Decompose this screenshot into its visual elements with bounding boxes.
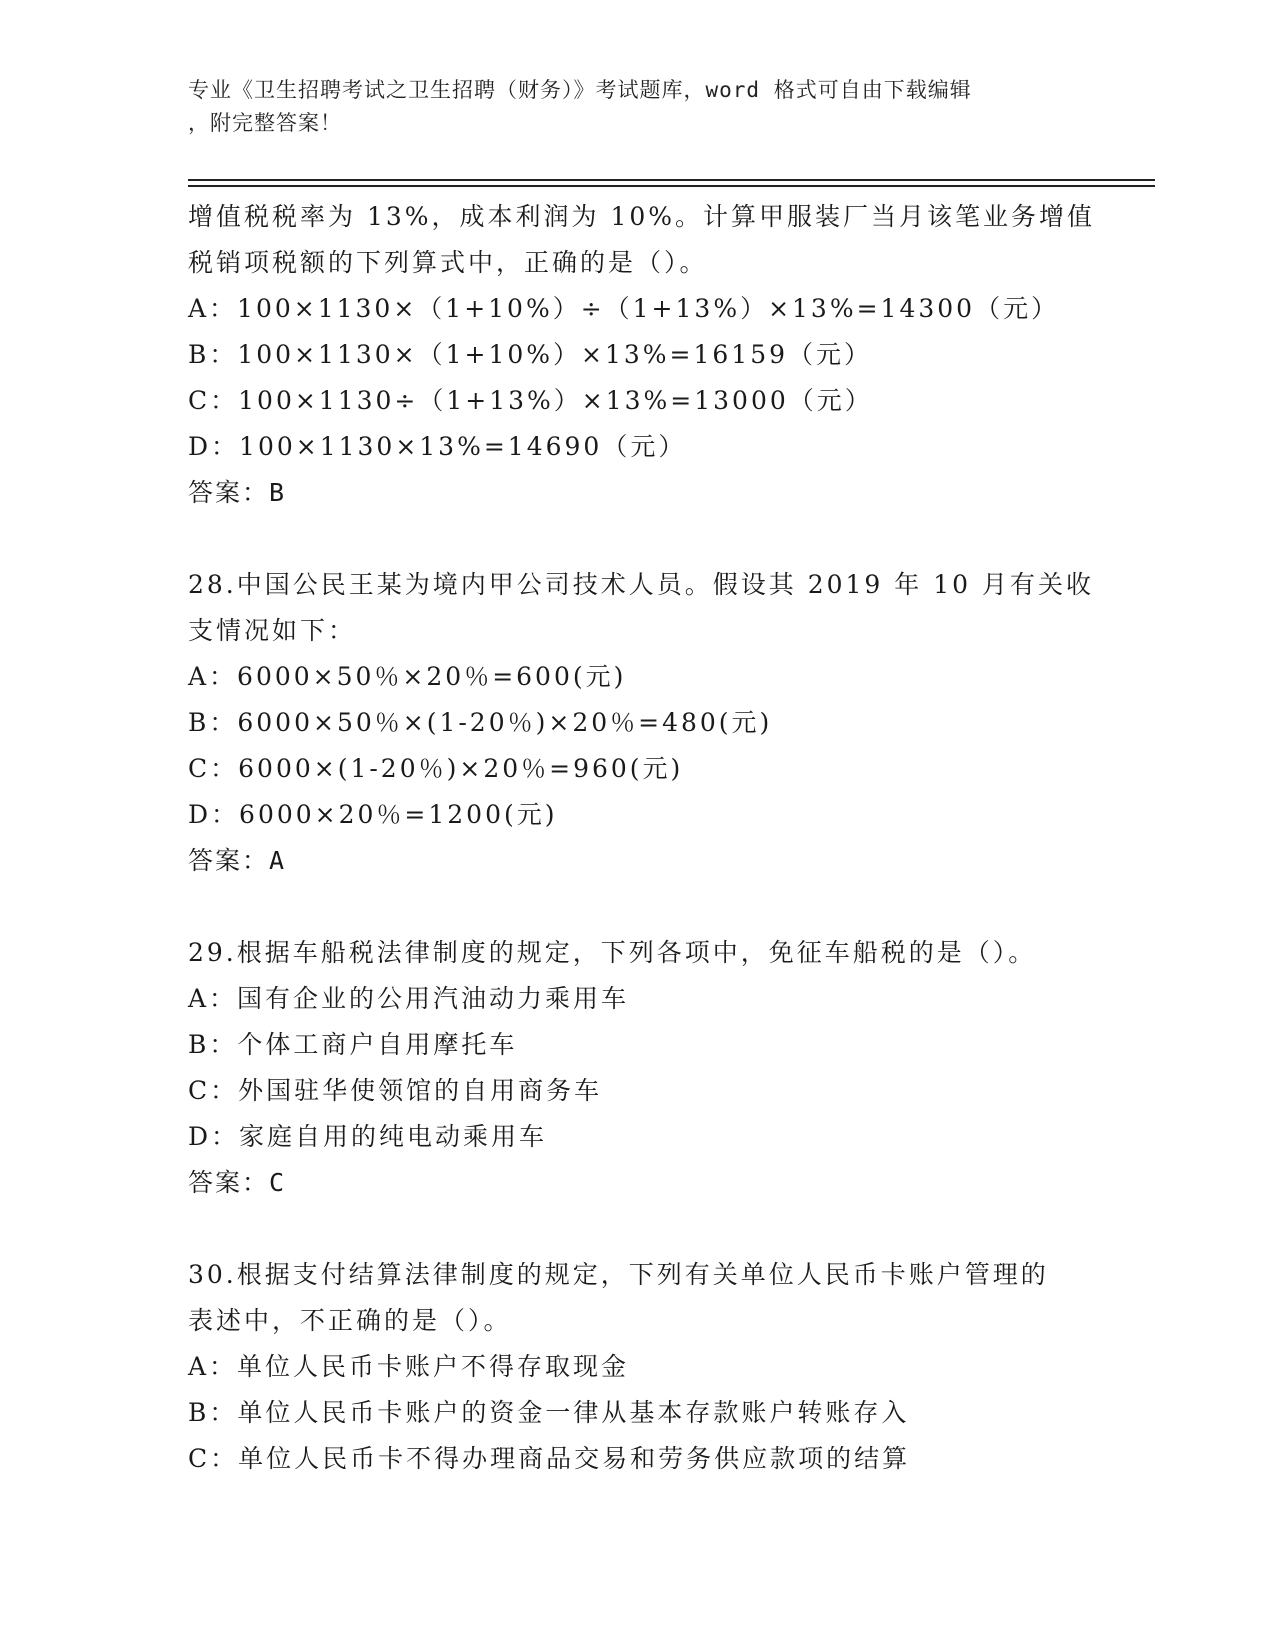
- question-stem: 表述中，不正确的是（）。: [188, 1306, 512, 1335]
- spacer: [188, 516, 1088, 562]
- question-stem: 税销项税额的下列算式中，正确的是（）。: [188, 248, 708, 277]
- option-a: A：国有企业的公用汽油动力乘用车: [188, 984, 630, 1013]
- question-stem: 30.根据支付结算法律制度的规定，下列有关单位人民币卡账户管理的: [188, 1260, 1049, 1289]
- question-stem: 增值税税率为 13%，成本利润为 10%。计算甲服装厂当月该笔业务增值: [188, 202, 1096, 231]
- option-c: C：单位人民币卡不得办理商品交易和劳务供应款项的结算: [188, 1444, 911, 1473]
- question-list: [188, 194, 1096, 1482]
- question-stem: 29.根据车船税法律制度的规定，下列各项中，免征车船税的是（）。: [188, 938, 1037, 967]
- header-title-line-1: 专业《卫生招聘考试之卫生招聘（财务）》考试题库，word 格式可自由下载编辑: [188, 78, 972, 102]
- header-divider-top: [188, 179, 1155, 181]
- question-stem: 支情况如下：: [188, 616, 357, 645]
- answer-label: 答案：C: [188, 1168, 287, 1197]
- header-divider-bottom: [188, 185, 1155, 187]
- option-c: C：6000×(1-20％)×20％=960(元): [188, 754, 684, 783]
- answer-label: 答案：B: [188, 478, 287, 507]
- option-c: C：外国驻华使领馆的自用商务车: [188, 1076, 603, 1105]
- question-28: [188, 562, 1094, 884]
- header-title-line-2: ，附完整答案！: [188, 111, 342, 135]
- spacer: [188, 884, 1088, 930]
- question-27: [188, 194, 1096, 516]
- option-b: B：6000×50％×(1-20％)×20％=480(元): [188, 708, 773, 737]
- question-30: [188, 1252, 1088, 1482]
- option-d: D：100×1130×13%=14690（元）: [188, 432, 687, 461]
- answer-label: 答案：A: [188, 846, 287, 875]
- option-d: D：6000×20％=1200(元): [188, 800, 558, 829]
- option-a: A：100×1130×（1+10%）÷（1+13%）×13%=14300（元）: [188, 294, 1060, 323]
- option-a: A：6000×50％×20％=600(元): [188, 662, 627, 691]
- option-c: C：100×1130÷（1+13%）×13%=13000（元）: [188, 386, 873, 415]
- option-b: B：100×1130×（1+10%）×13%=16159（元）: [188, 340, 873, 369]
- spacer: [188, 1206, 1088, 1252]
- option-b: B：单位人民币卡账户的资金一律从基本存款账户转账存入: [188, 1398, 910, 1427]
- option-a: A：单位人民币卡账户不得存取现金: [188, 1352, 630, 1381]
- question-29: [188, 930, 1088, 1206]
- question-stem: 28.中国公民王某为境内甲公司技术人员。假设其 2019 年 10 月有关收: [188, 570, 1094, 599]
- document-header: [188, 74, 1068, 140]
- option-d: D：家庭自用的纯电动乘用车: [188, 1122, 548, 1151]
- option-b: B：个体工商户自用摩托车: [188, 1030, 518, 1059]
